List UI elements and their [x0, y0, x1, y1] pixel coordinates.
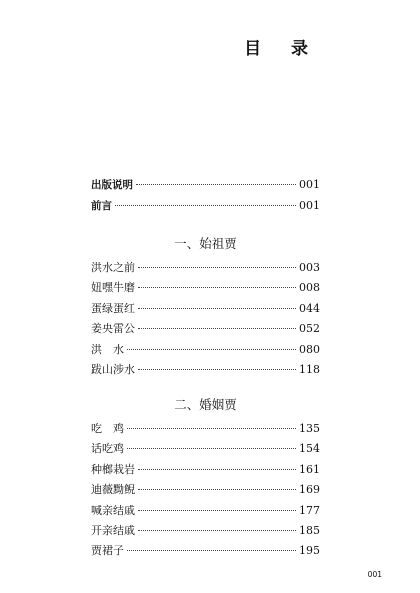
toc-entry[interactable]	[91, 480, 320, 500]
dot-leader	[138, 369, 296, 370]
dot-leader	[115, 205, 296, 206]
toc-entry-page: 080	[299, 342, 320, 356]
dot-leader	[127, 428, 296, 429]
toc-entry-title: 种榔栽岩	[91, 462, 135, 476]
toc-entry-title: 贾裙子	[91, 544, 124, 558]
dot-leader	[136, 184, 296, 185]
page-title: 目 录	[244, 39, 320, 59]
toc-entry[interactable]	[91, 360, 320, 380]
toc-entry-page: 001	[299, 178, 320, 191]
dot-leader	[138, 328, 296, 329]
dot-leader	[138, 489, 296, 490]
toc-entry-page: 001	[299, 199, 320, 212]
dot-leader	[138, 469, 296, 470]
toc-front-matter	[91, 174, 320, 216]
toc-entry[interactable]	[91, 195, 320, 216]
toc-entry-title: 妞嘿牛磨	[91, 281, 135, 295]
toc-section-2	[91, 393, 320, 562]
section-heading: 一、始祖贾	[174, 236, 237, 251]
toc-entry[interactable]	[91, 460, 320, 480]
toc-entry-page: 135	[299, 422, 320, 435]
toc-entry-title: 开亲结戚	[91, 523, 135, 537]
toc-entry[interactable]	[91, 319, 320, 339]
dot-leader	[138, 308, 296, 309]
toc-entry-title: 洪水之前	[91, 261, 135, 274]
toc-entry-title: 话吃鸡	[91, 442, 124, 456]
toc-entry-title: 前言	[91, 200, 112, 212]
toc-entry-title: 姜央雷公	[91, 322, 135, 336]
toc-entry-page: 052	[299, 322, 320, 336]
toc-entry-page: 169	[299, 483, 320, 497]
toc-entry-page: 008	[299, 281, 320, 295]
toc-entry-page: 118	[299, 362, 320, 376]
toc-entry[interactable]	[91, 299, 320, 319]
toc-entry[interactable]	[91, 439, 320, 459]
toc-entry-page: 154	[299, 442, 320, 456]
toc-entry-title: 洪 水	[91, 342, 124, 356]
toc-entry[interactable]	[91, 174, 320, 195]
page-folio-number: 001	[367, 570, 382, 579]
toc-entry[interactable]	[91, 501, 320, 521]
dot-leader	[138, 530, 296, 531]
section-heading: 二、婚姻贾	[174, 397, 237, 412]
dot-leader	[127, 349, 296, 350]
toc-entry-page: 185	[299, 523, 320, 537]
dot-leader	[138, 287, 296, 288]
toc-entry-page: 195	[299, 544, 320, 558]
toc-entry-title: 蛋绿蛋红	[91, 301, 135, 315]
toc-entry[interactable]	[91, 278, 320, 298]
toc-entry-title: 出版说明	[91, 179, 133, 191]
toc-entry[interactable]	[91, 521, 320, 541]
toc-section-1	[91, 232, 320, 380]
toc-entry-title: 跋山涉水	[91, 362, 135, 376]
toc-entry-page: 177	[299, 503, 320, 517]
toc-entry-title: 迪薇黝鲵	[91, 483, 135, 497]
dot-leader	[127, 448, 296, 449]
toc-entry-title: 喊亲结戚	[91, 503, 135, 517]
toc-entry[interactable]	[91, 258, 320, 278]
toc-entry-page: 161	[299, 462, 320, 476]
toc-entry[interactable]	[91, 340, 320, 360]
dot-leader	[127, 550, 296, 551]
toc-entry[interactable]	[91, 419, 320, 439]
dot-leader	[138, 510, 296, 511]
toc-entry-page: 044	[299, 301, 320, 315]
toc-entry-page: 003	[299, 261, 320, 274]
dot-leader	[138, 267, 296, 268]
toc-entry[interactable]	[91, 541, 320, 561]
toc-entry-title: 吃 鸡	[91, 422, 124, 435]
